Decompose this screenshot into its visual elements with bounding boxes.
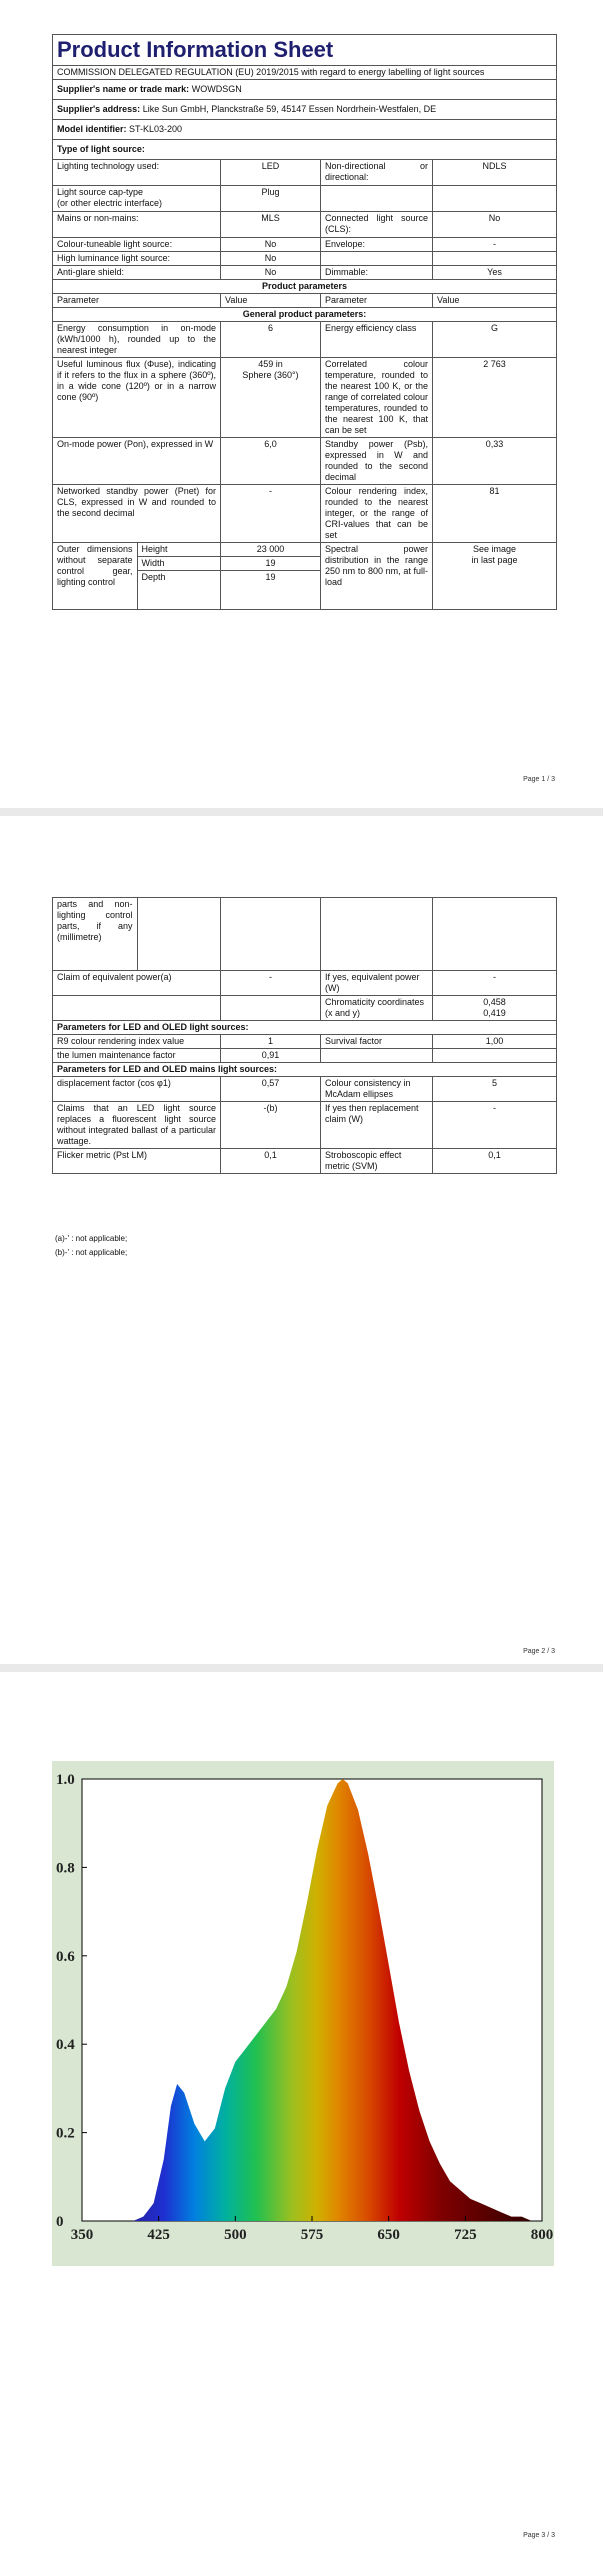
page-separator — [0, 808, 603, 816]
colour-tuneable-label: Colour-tuneable light source: — [53, 238, 221, 252]
footnotes — [55, 1232, 127, 1260]
energy-consumption-value: 6 — [221, 322, 321, 358]
y-tick-label: 0.8 — [56, 1860, 75, 1877]
mains-params-heading: Parameters for LED and OLED mains light sources: — [53, 1063, 557, 1077]
depth-label: Depth — [141, 572, 166, 582]
depth-value: 19 — [265, 572, 276, 582]
cri-value: 81 — [433, 485, 557, 543]
dimmable-label: Dimmable: — [321, 266, 433, 280]
flicker-value: 0,1 — [221, 1149, 321, 1174]
spectrum-chart-svg — [52, 1761, 554, 2266]
standby-power-label: Standby power (Psb), expressed in W and rounded to the second decimal — [321, 438, 433, 485]
col-parameter-2: Parameter — [321, 294, 433, 308]
page-3 — [0, 1672, 603, 2560]
page-number-3: Page 3 / 3 — [523, 2532, 555, 2539]
x-tick-label: 800 — [530, 2227, 554, 2243]
x-tick-label: 350 — [70, 2227, 94, 2243]
spd-label: Spectral power distribution in the range 250 nm to 800 nm, at full-load — [321, 543, 433, 610]
survival-value: 1,00 — [433, 1035, 557, 1049]
energy-consumption-label: Energy consumption in on-mode (kWh/1000 h), rounded up to the nearest integer — [53, 322, 221, 358]
footnote-a: (a)-' : not applicable; — [55, 1234, 128, 1243]
chromaticity-label: Chromaticity coordinates (x and y) — [321, 996, 433, 1021]
directional-value: NDLS — [433, 160, 557, 186]
width-label: Width — [137, 557, 220, 571]
envelope-label: Envelope: — [321, 238, 433, 252]
stroboscopic-label: Stroboscopic effect metric (SVM) — [321, 1149, 433, 1174]
cct-value: 2 763 — [433, 358, 557, 438]
supplier-address: Like Sun GmbH, Planckstraße 59, 45147 Essen Nordrhein-Westfalen, DE — [142, 104, 437, 114]
page-number-2: Page 2 / 3 — [523, 1648, 555, 1655]
cap-type-label — [53, 186, 221, 212]
x-tick-label: 725 — [454, 2227, 477, 2243]
onmode-power-value: 6,0 — [221, 438, 321, 485]
luminous-flux-label: Useful luminous flux (Φuse), indicating if it refers to the flux in a sphere (360º), in a wide cone (120º) or in a narrow cone (90º) — [53, 358, 221, 438]
consistency-value: 5 — [433, 1077, 557, 1102]
displacement-label: displacement factor (cos φ1) — [53, 1077, 221, 1102]
high-lum-label: High luminance light source: — [53, 252, 221, 266]
networked-standby-value: - — [221, 485, 321, 543]
chromaticity-x: 0,458 — [483, 997, 506, 1007]
flicker-label: Flicker metric (Pst LM) — [53, 1149, 221, 1174]
width-value: 19 — [221, 557, 320, 571]
spd-value-2: in last page — [471, 555, 518, 565]
model-identifier: ST-KL03-200 — [129, 124, 183, 134]
r9-value: 1 — [221, 1035, 321, 1049]
page-separator-2 — [0, 1664, 603, 1672]
dimmable-value: Yes — [433, 266, 557, 280]
model-label: Model identifier: — [57, 124, 127, 134]
networked-standby-label: Networked standby power (Pnet) for CLS, expressed in W and rounded to the second decimal — [53, 485, 221, 543]
replacement-value: - — [433, 1102, 557, 1149]
mains-label: Mains or non-mains: — [53, 212, 221, 238]
fluorescent-claim-label: Claims that an LED light source replaces a fluorescent light source without integrated ballast of a particular wattage. — [53, 1102, 221, 1149]
cap-type-label-1: Light source cap-type — [57, 187, 144, 197]
product-params-heading: Product parameters — [53, 280, 557, 294]
lumen-maintenance-value: 0,91 — [221, 1049, 321, 1063]
lighting-tech-value: LED — [221, 160, 321, 186]
displacement-value: 0,57 — [221, 1077, 321, 1102]
col-value-2: Value — [433, 294, 557, 308]
equiv-yes-label: If yes, equivalent power (W) — [321, 971, 433, 996]
height-value: 23 000 — [221, 543, 320, 557]
general-params-heading: General product parameters: — [53, 308, 557, 322]
anti-glare-value: No — [221, 266, 321, 280]
equiv-power-value: - — [221, 971, 321, 996]
y-tick-label: 0.2 — [56, 2125, 75, 2142]
onmode-power-label: On-mode power (Pon), expressed in W — [53, 438, 221, 485]
luminous-flux-value: 459 in — [258, 359, 283, 369]
anti-glare-label: Anti-glare shield: — [53, 266, 221, 280]
x-tick-label: 575 — [300, 2227, 324, 2243]
chromaticity-y: 0,419 — [483, 1008, 506, 1018]
cls-value: No — [433, 212, 557, 238]
x-tick-label: 650 — [377, 2227, 400, 2243]
type-heading: Type of light source: — [53, 140, 557, 160]
col-value-1: Value — [221, 294, 321, 308]
dimensions-label-cont: parts and non-lighting control parts, if any (millimetre) — [53, 898, 137, 970]
page-number-1: Page 1 / 3 — [523, 776, 555, 783]
info-table-continued — [52, 897, 557, 1174]
y-tick-label: 1.0 — [56, 1772, 75, 1788]
efficiency-class-value: G — [433, 322, 557, 358]
standby-power-value: 0,33 — [433, 438, 557, 485]
efficiency-class-label: Energy efficiency class — [321, 322, 433, 358]
y-tick-label: 0.4 — [56, 2037, 75, 2054]
colour-tuneable-value: No — [221, 238, 321, 252]
cls-label: Connected light source (CLS): — [321, 212, 433, 238]
equiv-yes-value: - — [433, 971, 557, 996]
spectrum-chart — [52, 1761, 554, 2266]
led-params-heading: Parameters for LED and OLED light sources: — [53, 1021, 557, 1035]
x-tick-label: 425 — [147, 2227, 170, 2243]
lighting-tech-label: Lighting technology used: — [53, 160, 221, 186]
high-lum-value: No — [221, 252, 321, 266]
height-label: Height — [137, 543, 220, 557]
regulation-text: COMMISSION DELEGATED REGULATION (EU) 2019/2015 with regard to energy labelling of light sources — [53, 66, 557, 80]
spd-value: See image — [472, 544, 517, 554]
envelope-value: - — [433, 238, 557, 252]
cap-type-value: Plug — [221, 186, 321, 212]
stroboscopic-value: 0,1 — [433, 1149, 557, 1174]
supplier-name: WOWDSGN — [191, 84, 242, 94]
lumen-maintenance-label: the lumen maintenance factor — [53, 1049, 221, 1063]
col-parameter-1: Parameter — [53, 294, 221, 308]
x-tick-label: 500 — [224, 2227, 247, 2243]
page-2 — [0, 816, 603, 1672]
page-title: Product Information Sheet — [53, 35, 557, 66]
info-table — [52, 34, 557, 610]
cri-label: Colour rendering index, rounded to the nearest integer, or the range of CRI-values that can be set — [321, 485, 433, 543]
page-1 — [0, 0, 603, 816]
survival-label: Survival factor — [321, 1035, 433, 1049]
y-tick-label: 0 — [56, 2214, 64, 2230]
replacement-label: If yes then replacement claim (W) — [321, 1102, 433, 1149]
mains-value: MLS — [221, 212, 321, 238]
y-tick-label: 0.6 — [56, 1948, 75, 1965]
cct-label: Correlated colour temperature, rounded to the nearest 100 K, or the range of correlated colour temperatures, rounded to the nearest 100 K, that can be set — [321, 358, 433, 438]
consistency-label: Colour consistency in McAdam ellipses — [321, 1077, 433, 1102]
supplier-name-label: Supplier's name or trade mark: — [57, 84, 190, 94]
r9-label: R9 colour rendering index value — [53, 1035, 221, 1049]
luminous-flux-unit: Sphere (360°) — [242, 370, 299, 380]
cap-type-label-2: (or other electric interface) — [57, 198, 163, 208]
directional-label: Non-directional or directional: — [321, 160, 433, 186]
dimensions-label: Outer dimensions without separate control gear, lighting control — [53, 543, 137, 609]
supplier-address-label: Supplier's address: — [57, 104, 141, 114]
equiv-power-label: Claim of equivalent power(a) — [53, 971, 221, 996]
footnote-b: (b)-' : not applicable; — [55, 1248, 128, 1257]
fluorescent-claim-value: -(b) — [221, 1102, 321, 1149]
